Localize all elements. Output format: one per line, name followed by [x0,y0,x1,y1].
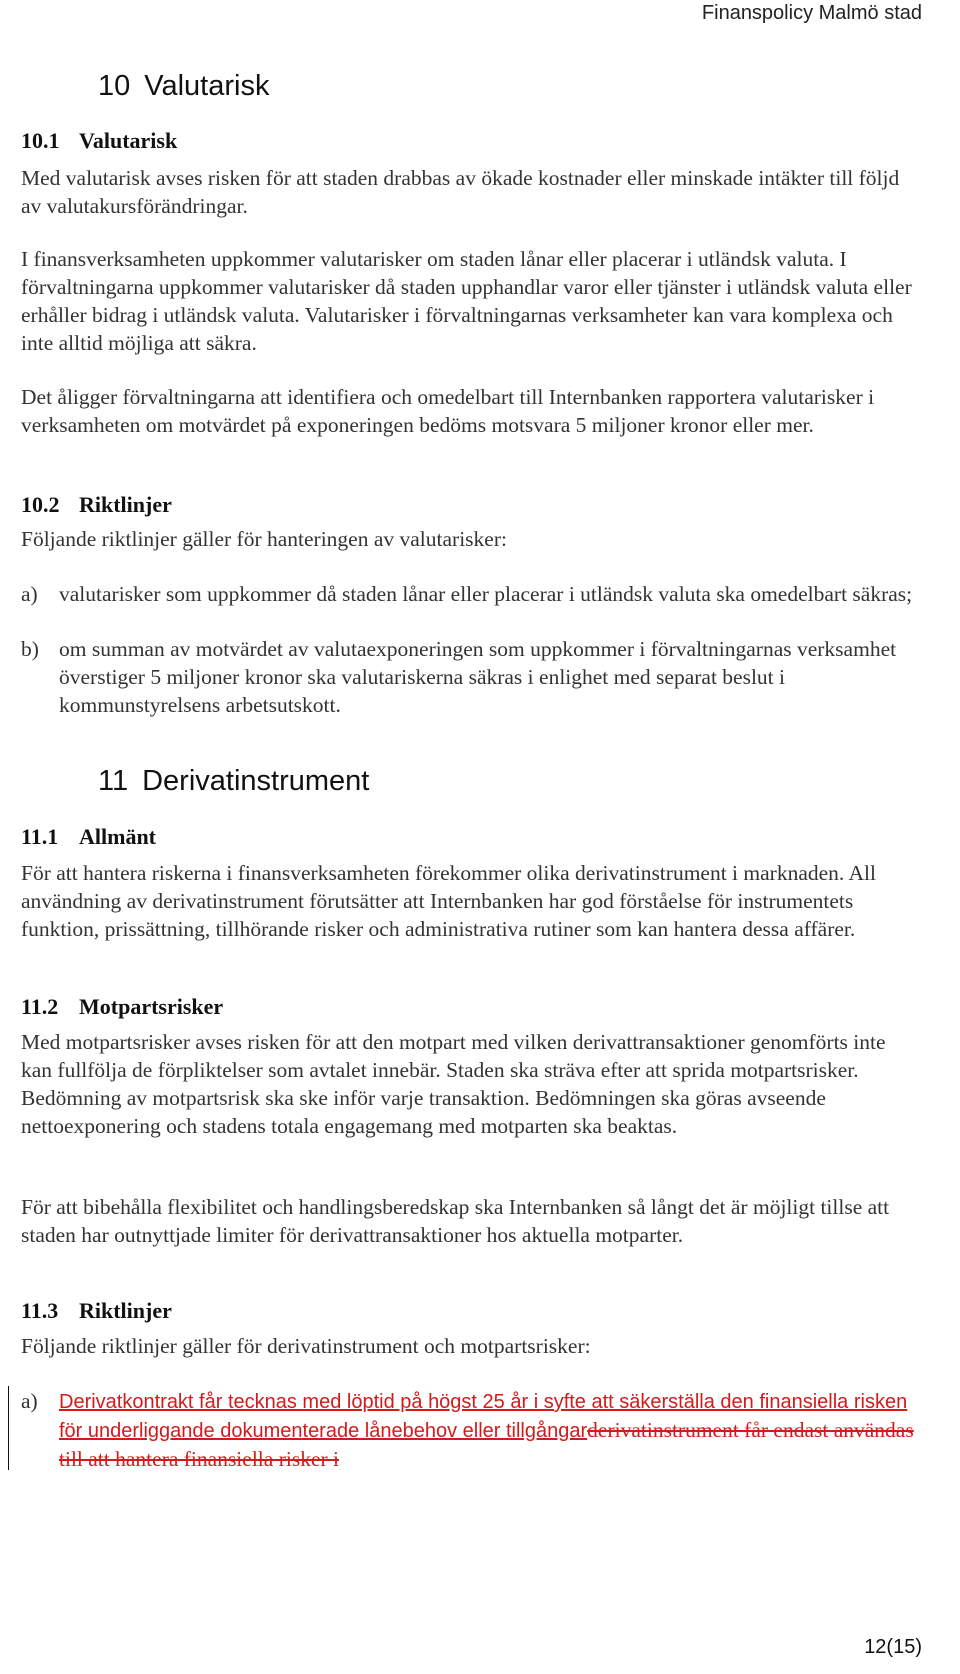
subsection-title: Riktlinjer [79,1298,172,1323]
subsection-number: 11.3 [21,1298,59,1323]
section-number: 11 [98,765,129,797]
paragraph-11-3-intro: Följande riktlinjer gäller för derivatinstrument och motpartsrisker: [21,1334,591,1358]
subsection-title: Valutarisk [79,128,178,153]
paragraph-11-2-1: Med motpartsrisker avses risken för att den motpart med vilken derivattransaktioner genomförts inte kan fullfölja de förpliktelser som avtalet innebär. Staden ska sträva efter att sprida motpartsrisker. Bedömning av motpartsrisk ska ske inför varje transaktion. Bedömningen ska göras avseende nettoexponering och stadens totala engagemang med motparten ska beaktas. [21,1030,886,1138]
subsection-number: 11.1 [21,824,59,849]
paragraph-10-2-intro: Följande riktlinjer gäller för hanteringen av valutarisker: [21,527,507,551]
section-title: Valutarisk [144,70,270,102]
tracked-change-item-a [21,1387,921,1473]
paragraph-11-2-2: För att bibehålla flexibilitet och handlingsberedskap ska Internbanken så långt det är möjligt tillse att staden har outnyttjade limiter för derivattransaktioner hos aktuella motparter. [21,1195,890,1247]
paragraph-10-1-1: Med valutarisk avses risken för att staden drabbas av ökade kostnader eller minskade intäkter till följd av valutakursförändringar. [21,166,900,218]
subsection-heading-10-1 [21,128,177,154]
list-text: om summan av motvärdet av valutaexponeringen som uppkommer i förvaltningarnas verksamhet överstiger 5 miljoner kronor ska valutariskerna säkras i enlighet med separat beslut i kommunstyrelsens arbetsutskott. [59,637,897,717]
section-number: 10 [98,70,131,102]
paragraph-10-1-2: I finansverksamheten uppkommer valutarisker om staden lånar eller placerar i utländsk valuta. I förvaltningarna uppkommer valutarisker då staden upphandlar varor eller tjänster i utländsk valuta eller erhåller bidrag i utländsk valuta. Valutarisker i förvaltningarnas verksamheter kan vara komplexa och inte alltid möjliga att säkra. [21,247,912,355]
list-marker: a) [21,1389,38,1413]
subsection-number: 10.1 [21,128,60,153]
page-header-title: Finanspolicy Malmö stad [701,2,922,24]
revision-change-bar [8,1386,9,1470]
list-text: valutarisker som uppkommer då staden lånar eller placerar i utländsk valuta ska omedelbart säkras; [59,582,913,606]
list-marker: a) [21,582,38,606]
page-number: 12(15) [864,1636,922,1658]
section-heading-10 [98,70,269,103]
list-item-a [21,580,931,608]
subsection-title: Allmänt [79,824,156,849]
subsection-heading-11-1 [21,824,156,850]
tracked-change-text [59,1387,921,1473]
section-title: Derivatinstrument [142,765,370,797]
subsection-heading-11-3 [21,1298,172,1324]
subsection-heading-10-2 [21,492,172,518]
subsection-number: 10.2 [21,492,60,517]
list-marker: b) [21,637,39,661]
section-heading-11 [98,765,369,798]
inserted-text: Derivatkontrakt får tecknas med löptid på högst 25 år i syfte att säkerställa den finansiella risken för underliggande dokumenterade lånebehov eller tillgångar [59,1391,908,1442]
subsection-title: Riktlinjer [79,492,172,517]
paragraph-10-1-3: Det åligger förvaltningarna att identifiera och omedelbart till Internbanken rapportera valutarisker i verksamheten om motvärdet på exponeringen bedöms motsvara 5 miljoner kronor eller mer. [21,385,875,437]
paragraph-11-1: För att hantera riskerna i finansverksamheten förekommer olika derivatinstrument i marknaden. All användning av derivatinstrument förutsätter att Internbanken har god förståelse för instrumentets funktion, prissättning, tillhörande risker och administrativa rutiner som kan hantera dessa affärer. [21,861,876,941]
list-item-b [21,635,931,719]
subsection-number: 11.2 [21,994,59,1019]
subsection-title: Motpartsrisker [79,994,224,1019]
deleted-text: derivatinstrument får endast användas till att hantera finansiella risker i [59,1418,914,1471]
subsection-heading-11-2 [21,994,223,1020]
